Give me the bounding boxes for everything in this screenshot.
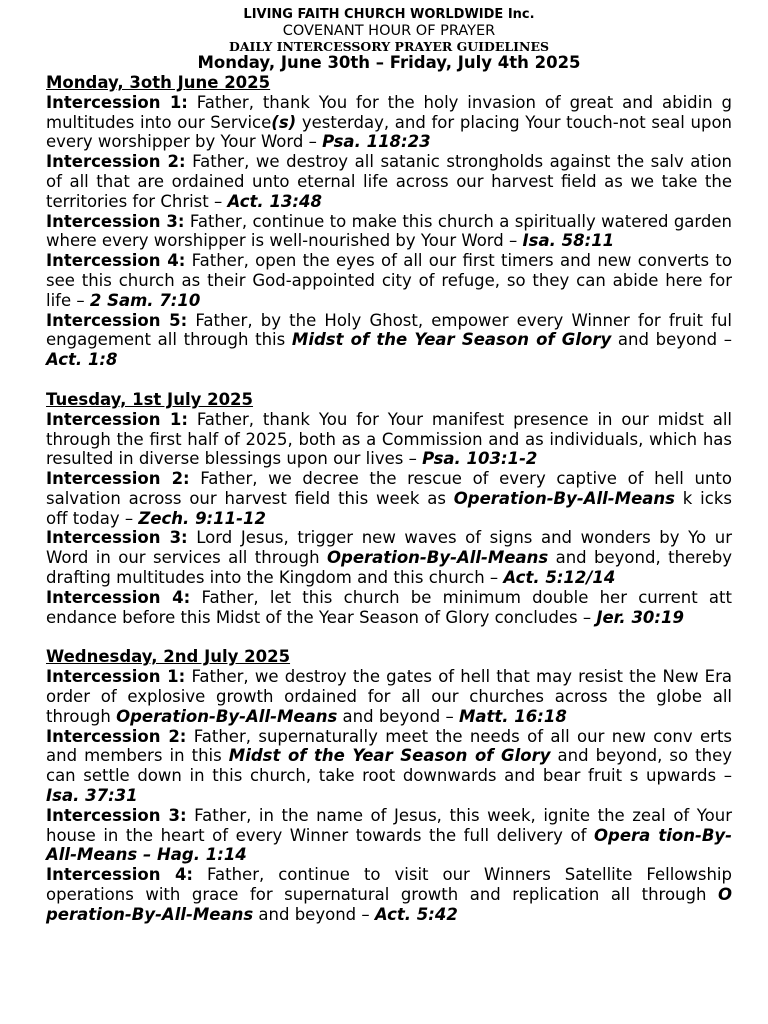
program-title: COVENANT HOUR OF PRAYER: [282, 22, 496, 39]
emphasis-text: Operation-By-All-Means: [327, 548, 549, 568]
intercession-item: [46, 588, 732, 628]
emphasis-text: Jer. 30:19: [596, 607, 684, 627]
intercession-item: [46, 469, 732, 528]
prayer-text: and beyond, thereby drafting multitudes into the Kingdom and this church –: [46, 548, 732, 588]
prayer-text: and beyond –: [337, 706, 459, 726]
emphasis-text: Isa. 37:31: [46, 786, 138, 806]
intercession-label: Intercession 5:: [46, 310, 188, 330]
date-range: Monday, June 30th – Friday, July 4th 2025: [197, 52, 581, 72]
prayer-text: Father, thank You for the holy invasion of great and abidin g multitudes into our Service: [46, 92, 733, 132]
emphasis-text: Operation-By-All-Means: [453, 488, 675, 508]
emphasis-text: Act. 1:8: [46, 350, 118, 370]
intercession-item: [46, 727, 732, 806]
prayer-text: Father, open the eyes of all our first timers and new converts to see this church as their God-appointed city of refuge, so they can abide here for life –: [46, 251, 732, 310]
prayer-text: and beyond –: [611, 330, 732, 350]
emphasis-text: Act. 5:12/14: [503, 568, 616, 588]
prayer-text: Father, let this church be minimum double her current att endance before this Midst of the Year Season of Glory concludes –: [46, 587, 732, 627]
prayer-text: Father, thank You for Your manifest presence in our midst all through the first half of 2025, both as a Commission and as individuals, which has resulted in diverse blessings upon our lives –: [46, 409, 732, 469]
intercession-label: Intercession 3:: [46, 528, 188, 548]
emphasis-text: O peration-By-All-Means: [46, 885, 732, 924]
emphasis-text: Zech. 9:11-12: [138, 508, 266, 528]
day-heading: Monday, 3oth June 2025: [46, 72, 271, 92]
emphasis-text: Act. 13:48: [227, 191, 322, 211]
intercession-label: Intercession 2:: [46, 726, 187, 746]
emphasis-text: Matt. 16:18: [458, 706, 567, 726]
intercession-item: [46, 152, 732, 211]
day-heading: Wednesday, 2nd July 2025: [46, 647, 291, 667]
emphasis-text: Isa. 58:11: [522, 231, 615, 251]
emphasis-text: (s): [271, 112, 297, 132]
prayer-text: and beyond –: [253, 904, 375, 924]
intercession-label: Intercession 3:: [46, 805, 187, 825]
intercession-label: Intercession 1:: [46, 92, 188, 112]
prayer-text: k icks off today –: [46, 488, 732, 528]
intercession-item: [46, 667, 732, 726]
intercession-label: Intercession 4:: [46, 587, 191, 607]
prayer-text: Father, continue to visit our Winners Satellite Fellowship operations with grace for supernatural growth and replication all through: [46, 865, 732, 905]
emphasis-text: Operation-By-All-Means: [116, 706, 338, 726]
emphasis-text: Act. 5:42: [374, 904, 458, 924]
intercession-item: [46, 311, 732, 370]
emphasis-text: Midst of the Year Season of Glory: [291, 330, 612, 350]
emphasis-text: Opera tion-By-All-Means – Hag. 1:14: [46, 825, 733, 865]
intercession-label: Intercession 4:: [46, 251, 186, 271]
emphasis-text: Psa. 118:23: [322, 132, 431, 152]
emphasis-text: Midst of the Year Season of Glory: [228, 746, 551, 766]
intercession-item: [46, 528, 732, 587]
prayer-text: Father, in the name of Jesus, this week, ignite the zeal of Your house in the heart of every Winner towards the full delivery of: [46, 805, 733, 845]
days-container: [46, 73, 732, 925]
prayer-text: Father, we decree the rescue of every captive of hell unto salvation across our harvest field this week as: [46, 469, 732, 508]
intercession-label: Intercession 1:: [46, 409, 188, 429]
intercession-label: Intercession 4:: [46, 865, 194, 885]
intercession-label: Intercession 2:: [46, 469, 190, 489]
intercession-item: [46, 410, 732, 469]
prayer-text: Father, continue to make this church a spiritually watered garden where every worshipper is well-nourished by Your Word –: [46, 211, 732, 251]
prayer-guidelines-page: [46, 8, 732, 925]
intercession-item: [46, 93, 732, 152]
intercession-label: Intercession 1:: [46, 667, 186, 687]
prayer-text: yesterday, and for placing Your touch-not seal upon every worshipper by Your Word –: [46, 112, 732, 152]
prayer-text: and beyond, so they can settle down in this church, take root downwards and bear fruit s upwards –: [46, 746, 732, 786]
emphasis-text: 2 Sam. 7:10: [89, 290, 201, 310]
intercession-label: Intercession 2:: [46, 152, 186, 172]
emphasis-text: Psa. 103:1-2: [422, 449, 538, 469]
prayer-text: Father, we destroy all satanic strongholds against the salv ation of all that are ordained unto eternal life across our harvest field as we take the territories for Christ –: [46, 152, 732, 211]
guidelines-subtitle: DAILY INTERCESSORY PRAYER GUIDELINES: [228, 38, 550, 54]
intercession-item: [46, 251, 732, 310]
prayer-text: Father, we destroy the gates of hell that may resist the New Era order of explosive growth ordained for all our churches across the globe all through: [46, 667, 732, 726]
intercession-item: [46, 865, 732, 924]
intercession-item: [46, 212, 732, 252]
intercession-label: Intercession 3:: [46, 211, 185, 231]
prayer-text: Lord Jesus, trigger new waves of signs and wonders by Yo ur Word in our services all through: [46, 528, 732, 568]
prayer-text: Father, supernaturally meet the needs of all our new conv erts and members in this: [46, 726, 733, 766]
day-heading: Tuesday, 1st July 2025: [46, 389, 254, 409]
prayer-text: Father, by the Holy Ghost, empower every Winner for fruit ful engagement all through this: [46, 310, 733, 350]
church-name: LIVING FAITH CHURCH WORLDWIDE Inc.: [243, 7, 535, 22]
intercession-item: [46, 806, 732, 865]
document-header: [46, 8, 732, 73]
